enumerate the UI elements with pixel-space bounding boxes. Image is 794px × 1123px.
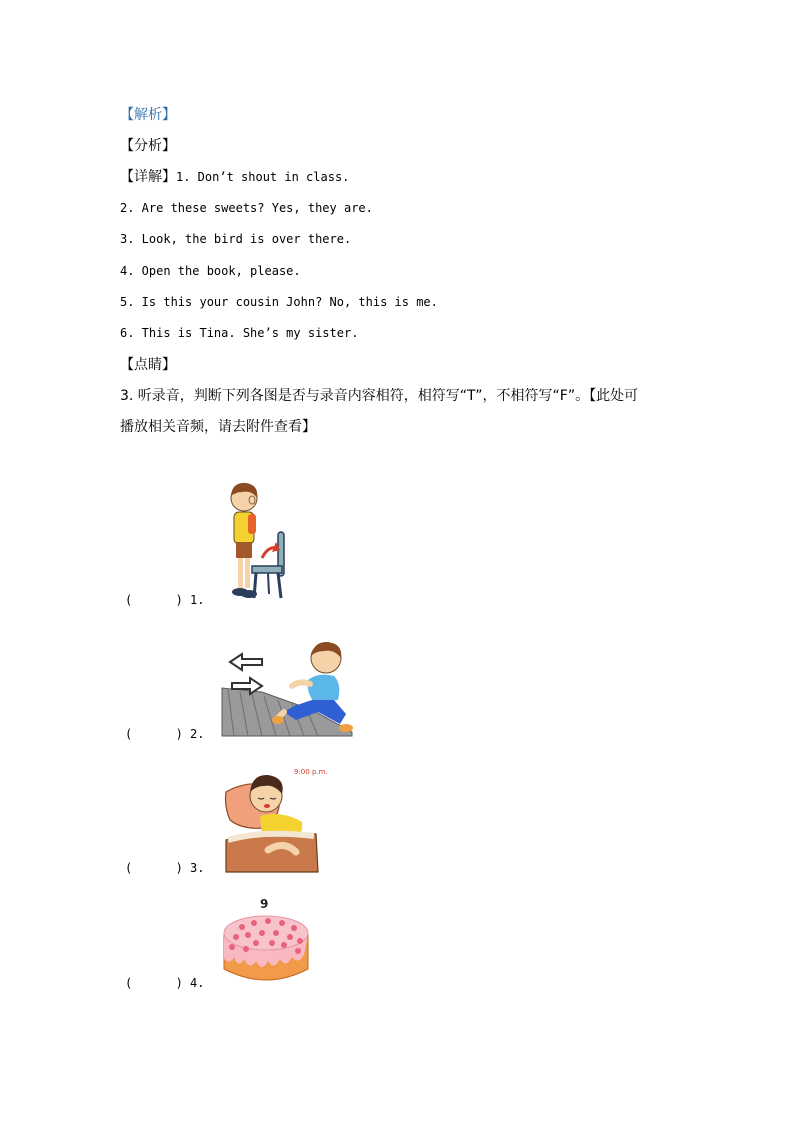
question3-instruction-line1: 3. 听录音，判断下列各图是否与录音内容相符，相符写“T”，不相符写“F”。【此处可 <box>120 388 639 404</box>
item-1-label: ( ) 1. <box>125 593 205 607</box>
item-2-image <box>222 640 352 738</box>
jiexi-heading: 【解析】 <box>120 107 176 123</box>
item-1-image <box>222 480 292 602</box>
boy-sleeping-in-bed-icon <box>222 766 328 874</box>
dianjing-heading: 【点睛】 <box>120 357 176 373</box>
answer-4: 4. Open the book, please. <box>120 264 301 278</box>
item-2-label: ( ) 2. <box>125 727 205 741</box>
birthday-cake-icon <box>220 895 312 987</box>
cake-number: 9 <box>260 897 269 911</box>
item-3-image <box>222 766 328 874</box>
fenxi-heading: 【分析】 <box>120 138 176 154</box>
item-3-label: ( ) 3. <box>125 861 205 875</box>
item-4-image <box>220 895 312 987</box>
boy-running-downstairs-icon <box>222 640 352 738</box>
answer-1: 1. Don’t shout in class. <box>176 170 350 184</box>
xiangjie-heading: 【详解】 <box>120 169 176 185</box>
boy-sitting-down-icon <box>222 480 292 602</box>
clock-text: 9:00 p.m. <box>294 768 328 776</box>
answer-2: 2. Are these sweets? Yes, they are. <box>120 201 373 215</box>
answer-3: 3. Look, the bird is over there. <box>120 232 352 246</box>
xiangjie-line <box>120 166 349 186</box>
answer-5: 5. Is this your cousin John? No, this is me. <box>120 295 438 309</box>
answer-6: 6. This is Tina. She’s my sister. <box>120 326 359 340</box>
item-4-label: ( ) 4. <box>125 976 205 990</box>
question3-instruction-line2: 播放相关音频，请去附件查看】 <box>120 419 316 435</box>
